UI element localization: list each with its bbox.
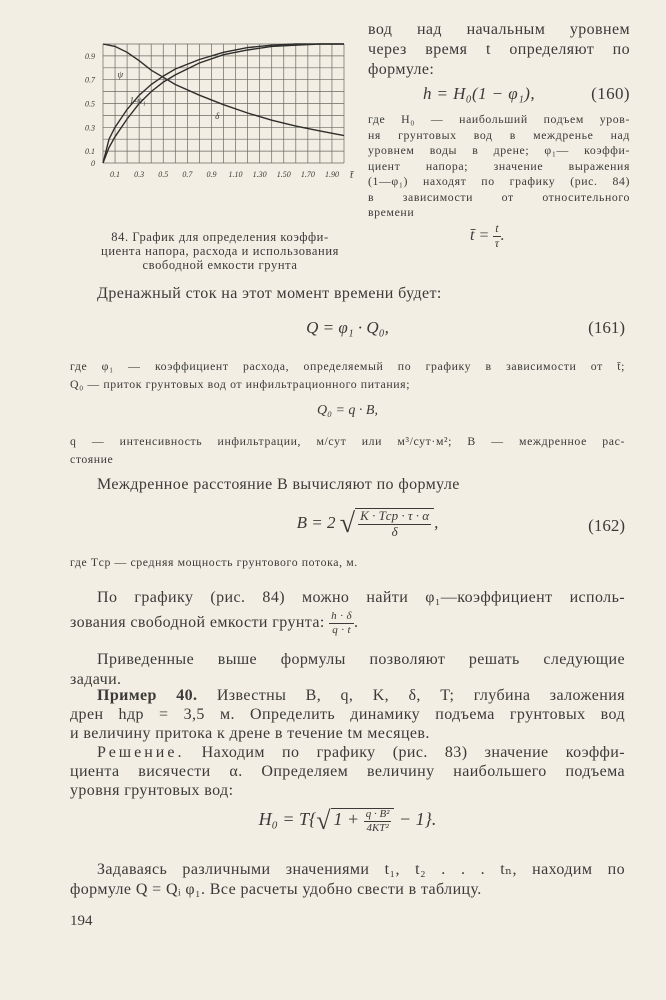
formula-162: B = 2 √ $\frac{\text{K · Tср · τ · α}}{\delta}$ , (162): [296, 508, 625, 539]
text-line: и величину притока к дрене в течение tм месяцев.: [70, 725, 430, 742]
formula-end: .: [354, 613, 359, 631]
formula-160-expr: h = H₀(1 − φ₁),: [423, 84, 536, 103]
formula-end: ,: [434, 512, 439, 532]
paragraph-graph-usage: [70, 588, 625, 636]
example-label: Пример 40.: [97, 687, 198, 704]
fraction-numerator: K · Tср · τ · α: [360, 508, 430, 524]
x-tick-label: 1.90: [324, 170, 339, 179]
fraction-denominator: q · t: [332, 623, 351, 636]
formula-lhs: t̄ =: [470, 226, 490, 244]
x-tick-label: 1.30: [252, 170, 267, 179]
x-tick-label: 0.3: [134, 170, 145, 179]
y-tick-label: 0.9: [85, 51, 95, 61]
fraction-numerator: q · B²: [365, 807, 390, 820]
paragraph-tcp: где Tср — средняя мощность грунтового потока, м.: [70, 555, 358, 569]
text-line: уровнем воды в дрене; φ₁— коэффи-: [368, 143, 630, 157]
caption-line: циента напора, расхода и использования: [101, 244, 339, 258]
text-line: циента висячести α. Определяем величину наибольшего подъема: [70, 763, 625, 780]
text-line: дрен hдр = 3,5 м. Определить динамику подъема грунтовых вод: [70, 706, 625, 723]
figure-caption: [70, 230, 370, 272]
formula-inner: 1 +: [333, 809, 360, 830]
formula-end: − 1}.: [398, 809, 437, 830]
paragraph-definitions: [70, 357, 625, 393]
text-line: времени: [368, 205, 415, 219]
x-tick-label: 0.1: [110, 170, 121, 179]
fraction-numerator: t: [495, 221, 499, 235]
text-line: (1—φ₁) находят по графику (рис. 84): [368, 174, 630, 188]
text-line: ня грунтовых вод в междренье над: [368, 127, 630, 142]
page-number: 194: [70, 913, 93, 929]
paragraph-infiltration: [70, 432, 625, 468]
equation-number: (160): [591, 84, 630, 103]
text-line: где H₀ — наибольший подъем уров-: [368, 112, 630, 126]
text-line: зования свободной емкости грунта:: [70, 613, 325, 631]
text-line: в зависимости от относительного: [368, 189, 630, 204]
series-label: 1-ψ₁: [129, 95, 146, 106]
y-tick-label: 0.5: [85, 99, 95, 109]
x-tick-label: 0.5: [158, 170, 169, 179]
formula-q0: [70, 403, 625, 419]
fraction-denominator: 4KT²: [366, 821, 389, 834]
text-line: Приведенные выше формулы позволяют решать следующие: [97, 651, 625, 668]
text-line: циент напора; значение выражения: [368, 158, 630, 173]
y-tick-label: 0.3: [85, 123, 95, 133]
text-line: стояние: [70, 452, 114, 466]
text-line: По графику (рис. 84) можно найти φ₁—коэффициент исполь-: [97, 589, 625, 606]
x-tick-label: 1.50: [276, 170, 291, 179]
x-tick-label: 0.7: [182, 170, 193, 179]
x-tick-label: 0.9: [206, 170, 217, 179]
formula-161: [70, 318, 625, 338]
formula-lhs: B = 2: [296, 512, 336, 532]
paragraph-drain-flow: Дренажный сток на этот момент времени будет:: [97, 285, 442, 302]
y-tick-label: 0.7: [85, 75, 95, 85]
x-axis-label: t̄: [350, 169, 354, 181]
text-line: через время t определяют по: [368, 41, 630, 58]
right-column-paragraph: [368, 20, 630, 80]
formula-q0-expr: Q₀ = q · B,: [317, 403, 378, 418]
text-line: формуле:: [368, 61, 435, 78]
paragraph-solution: [70, 743, 625, 800]
text-line: Известны B, q, K, δ, T; глубина заложения: [216, 687, 625, 704]
text-line: формуле Q = Qᵢ φ₁. Все расчеты удобно свести в таблицу.: [70, 881, 482, 898]
caption-line: свободной емкости грунта: [142, 258, 298, 272]
formula-lhs: H₀ = T{: [258, 809, 317, 830]
paragraph-example-40: [70, 686, 625, 743]
paragraph-tasks: [70, 650, 625, 690]
fraction-numerator: h · δ: [331, 610, 353, 622]
formula-end: .: [500, 226, 505, 244]
series-label: δ: [215, 110, 220, 121]
fraction-denominator: τ: [494, 235, 500, 250]
formula-h0: H₀ = T{√ 1 + $\frac{\text{q · B²}}{\text{4KT²}}$ − 1}.: [258, 806, 437, 835]
right-column-note: [368, 112, 630, 221]
formula-relative-time: [470, 222, 505, 251]
text-line: где φ₁ — коэффициент расхода, определяемый по графику в зависимости от t̄;: [70, 359, 625, 373]
y-tick-label: 0.1: [85, 147, 95, 157]
equation-number: (162): [588, 516, 625, 535]
text-line: задачи.: [70, 671, 122, 688]
series-label: ψ: [117, 69, 124, 80]
equation-number: (161): [588, 318, 625, 337]
text-line: Q₀ — приток грунтовых вод от инфильтрационного питания;: [70, 377, 411, 391]
fraction-denominator: δ: [358, 524, 431, 540]
x-tick-label: 1.70: [300, 170, 315, 179]
text-line: уровня грунтовых вод:: [70, 782, 234, 799]
paragraph-table: [70, 860, 625, 900]
text-line: вод над начальным уровнем: [368, 21, 630, 38]
text-line: Находим по графику (рис. 83) значение коэффи-: [201, 744, 625, 761]
formula-161-expr: Q = φ₁ · Q₀,: [306, 318, 389, 337]
caption-line: 84. График для определения коэффи-: [111, 230, 329, 244]
text-line: Задаваясь различными значениями t₁, t₂ . . . tₙ, находим по: [97, 861, 625, 878]
text-line: q — интенсивность инфильтрации, м/сут или м³/сут·м²; B — междренное рас-: [70, 434, 625, 448]
paragraph-spacing: Междренное расстояние B вычисляют по формуле: [97, 476, 460, 493]
figure-84-chart: [60, 30, 360, 190]
solution-label: Решение.: [97, 744, 185, 761]
x-tick-label: 1.10: [228, 170, 243, 179]
y-tick-label: 0: [91, 159, 95, 168]
